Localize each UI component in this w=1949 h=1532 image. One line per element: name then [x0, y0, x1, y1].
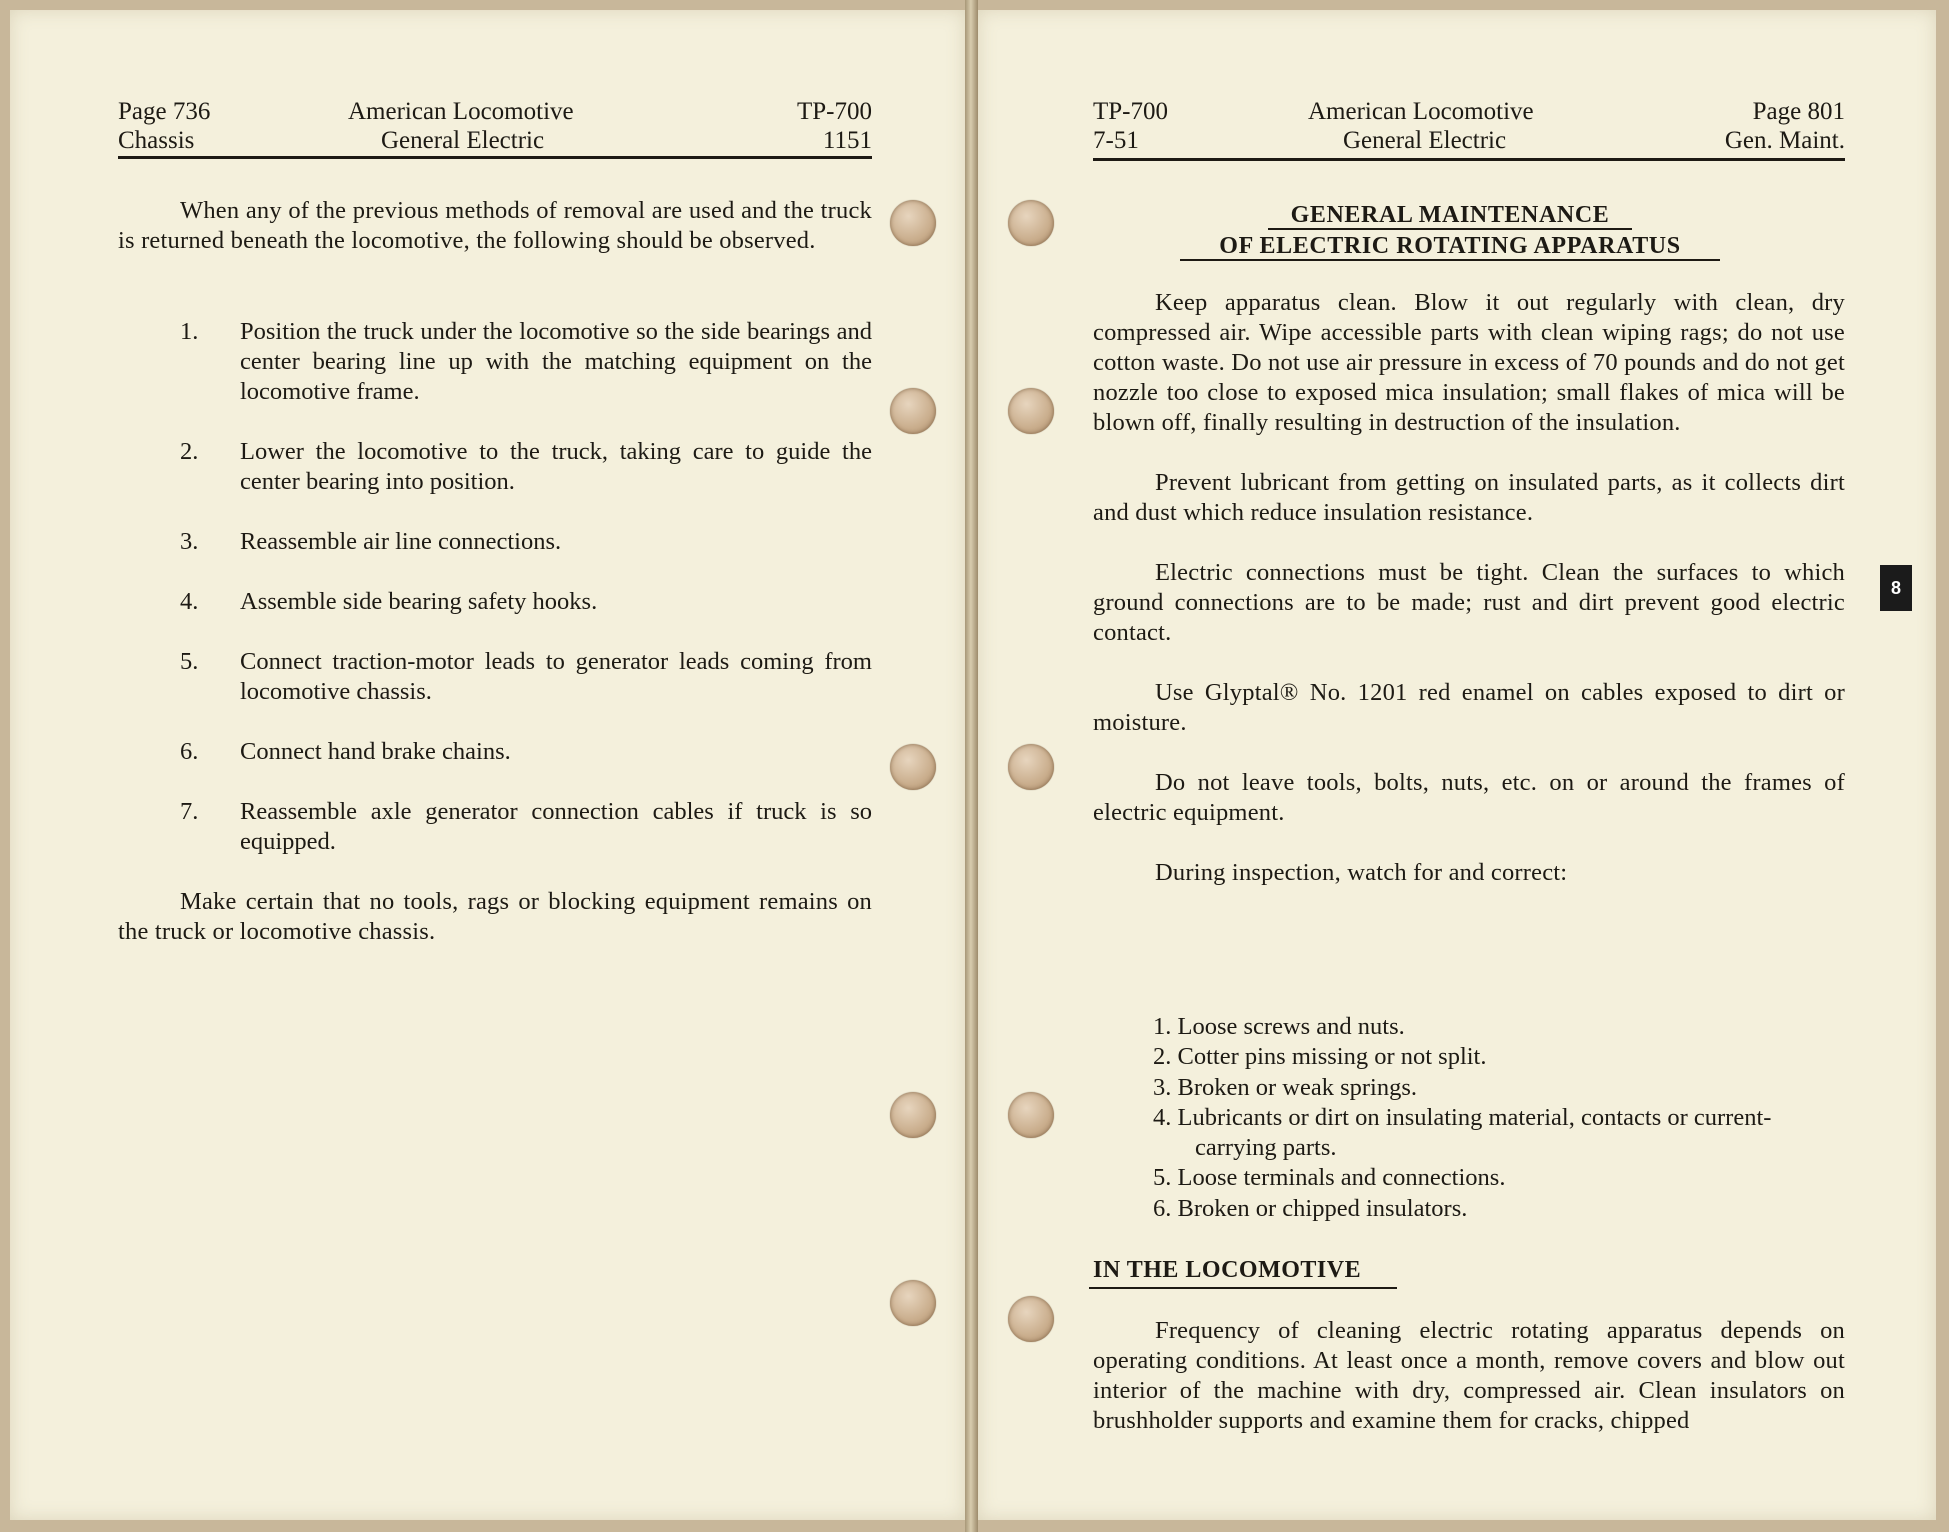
binder-hole — [890, 388, 936, 434]
step-text: Position the truck under the locomotive so the side bearings and center bearing line up with the matching equipment on the locomotive frame. — [240, 318, 872, 405]
right-doc-number: TP-700 — [1093, 98, 1168, 125]
list-item: 4. Lubricants or dirt on insulating material, contacts or current-carrying parts. — [1153, 1103, 1772, 1162]
right-company-line1: American Locomotive — [1308, 98, 1534, 125]
step-text: Lower the locomotive to the truck, taking care to guide the center bearing into position. — [240, 438, 872, 495]
step-text: Reassemble air line connections. — [240, 528, 562, 555]
left-intro-text: When any of the previous methods of removal are used and the truck is returned beneath the locomotive, the following should be observed. — [118, 197, 872, 254]
right-maintenance-text — [1093, 288, 1845, 888]
step-text: Connect traction-motor leads to generator leads coming from locomotive chassis. — [240, 648, 872, 705]
right-section-name: Gen. Maint. — [1724, 127, 1845, 154]
binder-hole — [890, 1092, 936, 1138]
left-header-rule — [118, 156, 872, 159]
left-page-header — [118, 96, 872, 160]
binder-hole — [1008, 1296, 1054, 1342]
step-number: 3. — [180, 528, 199, 555]
section-tab: 8 — [1880, 565, 1912, 611]
in-the-locomotive-heading: IN THE LOCOMOTIVE — [1093, 1257, 1362, 1283]
step-text: Reassemble axle generator connection cables if truck is so equipped. — [240, 798, 872, 855]
step-text: Connect hand brake chains. — [240, 738, 511, 765]
step-number: 7. — [180, 798, 199, 825]
glyptal-paragraph: Use Glyptal® No. 1201 red enamel on cables exposed to dirt or moisture. — [1093, 679, 1845, 736]
frequency-paragraph: Frequency of cleaning electric rotating apparatus depends on operating conditions. At least once a month, remove covers and blow out interior of the machine with dry, compressed air. Clean insulators on brushholder supports and examine them for cracks, chipped — [1093, 1317, 1845, 1434]
left-page-number: Page 736 — [118, 98, 211, 125]
right-page-number: Page 801 — [1752, 98, 1845, 125]
left-section-name: Chassis — [118, 127, 195, 154]
left-doc-date: 1151 — [822, 127, 872, 154]
step-number: 4. — [180, 588, 199, 615]
tools-paragraph: Do not leave tools, bolts, nuts, etc. on or around the frames of electric equipment. — [1093, 769, 1845, 826]
section-title-line2: OF ELECTRIC ROTATING APPARATUS — [1219, 233, 1681, 259]
binder-hole — [890, 744, 936, 790]
left-closing-text: Make certain that no tools, rags or blocking equipment remains on the truck or locomotive chassis. — [118, 888, 872, 945]
frequency-paragraph-block — [1093, 1316, 1845, 1436]
clean-apparatus-paragraph: Keep apparatus clean. Blow it out regularly with clean, dry compressed air. Wipe accessible parts with clean wiping rags; do not use cotton waste. Do not use air pressure in excess of 70 pounds and do not get nozzle too close to exposed mica insulation; small flakes of mica will be blown off, finally resulting in destruction of the insulation. — [1093, 289, 1845, 436]
binder-hole — [1008, 744, 1054, 790]
list-item: 1. Loose screws and nuts. — [1153, 1013, 1405, 1040]
step-number: 1. — [180, 318, 199, 345]
binder-hole — [890, 1280, 936, 1326]
section-title-line1: GENERAL MAINTENANCE — [1290, 202, 1610, 228]
lubricant-paragraph: Prevent lubricant from getting on insulated parts, as it collects dirt and dust which reduce insulation resistance. — [1093, 469, 1845, 526]
subheading-underline — [1089, 1287, 1397, 1289]
step-number: 6. — [180, 738, 199, 765]
list-item: 5. Loose terminals and connections. — [1153, 1164, 1506, 1192]
list-item: 2. Cotter pins missing or not split. — [1153, 1043, 1487, 1071]
left-intro-paragraph — [118, 196, 872, 256]
section-title — [1180, 200, 1720, 262]
inspection-list — [1153, 1012, 1845, 1224]
right-header-rule — [1093, 158, 1845, 161]
inspection-intro: During inspection, watch for and correct: — [1155, 859, 1568, 886]
connections-paragraph: Electric connections must be tight. Clean the surfaces to which ground connections are to be made; rust and dirt prevent good electric contact. — [1093, 559, 1845, 646]
right-company-line2: General Electric — [1343, 127, 1507, 154]
binder-hole — [1008, 388, 1054, 434]
step-number: 5. — [180, 648, 199, 675]
step-number: 2. — [180, 438, 199, 465]
right-page-header — [1093, 96, 1845, 162]
title-underline-1 — [1268, 228, 1632, 230]
binder-hole — [890, 200, 936, 246]
left-doc-number: TP-700 — [797, 98, 872, 125]
binder-hole — [1008, 1092, 1054, 1138]
left-company-line1: American Locomotive — [348, 98, 574, 125]
list-item: 6. Broken or chipped insulators. — [1153, 1194, 1468, 1222]
left-steps-list — [180, 317, 872, 857]
title-underline-2 — [1180, 259, 1720, 261]
left-closing-paragraph — [118, 887, 872, 947]
right-doc-date: 7-51 — [1093, 127, 1139, 154]
list-item: 3. Broken or weak springs. — [1153, 1073, 1418, 1101]
book-spine — [965, 0, 978, 1532]
step-text: Assemble side bearing safety hooks. — [240, 588, 598, 615]
binder-hole — [1008, 200, 1054, 246]
left-company-line2: General Electric — [381, 127, 545, 154]
